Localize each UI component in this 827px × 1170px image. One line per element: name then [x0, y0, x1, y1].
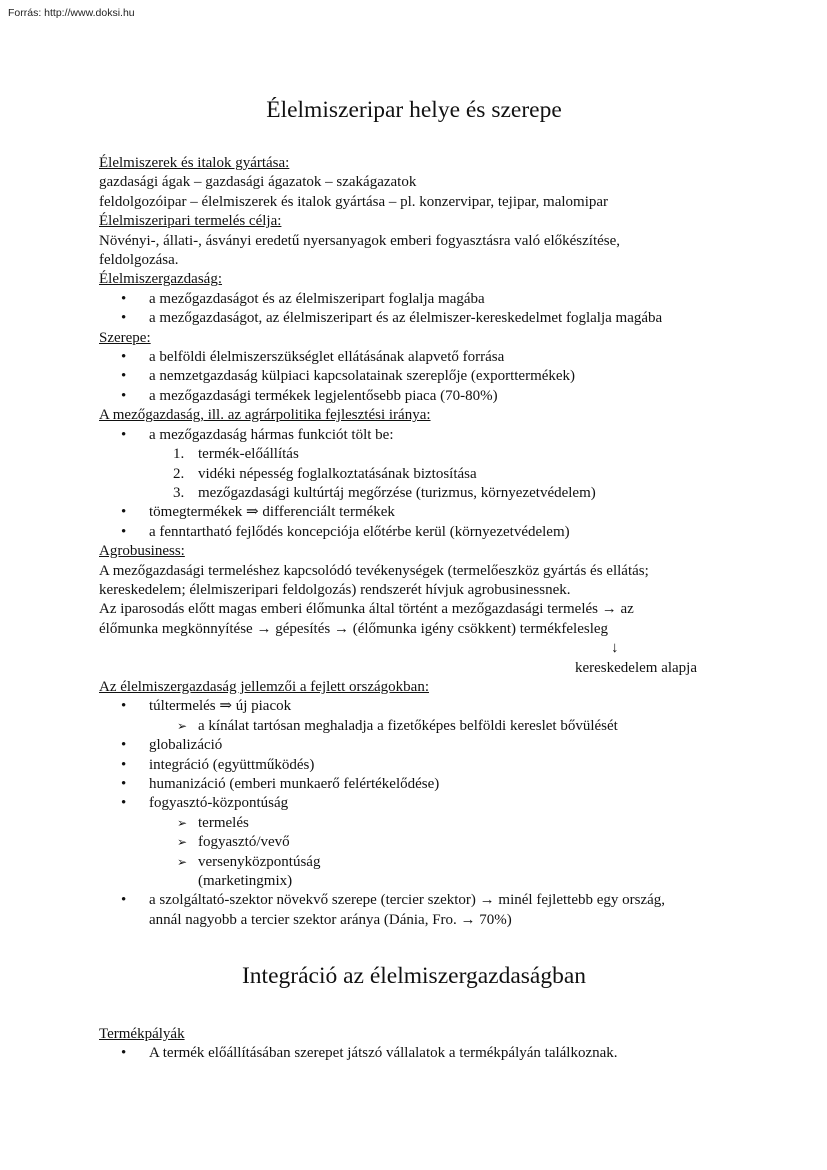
section-title: Integráció az élelmiszergazdaságban [241, 963, 587, 989]
item-number: 3. [173, 484, 185, 501]
sub-list-item: ➢ fogyasztó/vevő [99, 833, 739, 852]
section-heading-agrobusiness: Agrobusiness: [99, 543, 185, 560]
text-line: A mezőgazdasági termeléshez kapcsolódó tevékenységek (termelőeszköz gyártás és ellátás; [99, 562, 649, 579]
bullet-list [99, 697, 739, 930]
list-item: • integráció (együttműködés) [99, 756, 739, 775]
item-text: termék-előállítás [198, 446, 299, 463]
section-heading-characteristics: Az élelmiszergazdaság jellemzői a fejlett országokban: [99, 678, 429, 695]
bullet-list [99, 426, 739, 542]
text-line: Az iparosodás előtt magas emberi élőmunka által történt a mezőgazdasági termelés → az [99, 601, 634, 618]
item-line: a szolgáltató-szektor növekvő szerepe (tercier szektor) → minél fejlettebb egy ország, [149, 892, 666, 909]
body-block-2 [99, 1025, 739, 1064]
section-heading-food-economy: Élelmiszergazdaság: [99, 271, 223, 288]
list-item [99, 891, 739, 930]
list-item: • a nemzetgazdaság külpiaci kapcsolatainak szereplője (exporttermékek) [99, 367, 739, 386]
section-heading-production-goal: Élelmiszeripari termelés célja: [99, 213, 282, 230]
numbered-item [99, 484, 739, 503]
list-item: • tömegtermékek ⇒ differenciált termékek [99, 503, 739, 522]
text-line: feldolgozása. [99, 252, 179, 269]
bullet-list [99, 348, 739, 406]
sub-list-item: ➢ versenyközpontúság [99, 853, 739, 872]
list-item: • a mezőgazdasági termékek legjelentősebb piaca (70-80%) [99, 387, 739, 406]
sub-list-item: ➢ termelés [99, 814, 739, 833]
text-line: kereskedelem; élelmiszeripari feldolgozás) rendszerét hívjuk agrobusinessnek. [99, 581, 571, 598]
list-item: • A termék előállításában szerepet játszó vállalatok a termékpályán találkoznak. [99, 1044, 739, 1063]
list-item: • humanizáció (emberi munkaerő felértékelődése) [99, 775, 739, 794]
item-number: 1. [173, 446, 185, 463]
source-note: Forrás: http://www.doksi.hu [8, 7, 135, 19]
list-item: • globalizáció [99, 736, 739, 755]
section-heading-development: A mezőgazdaság, ill. az agrárpolitika fejlesztési iránya: [99, 407, 431, 424]
sub-list-item: ➢ a kínálat tartósan meghaladja a fizetőképes belföldi kereslet bővülését [99, 717, 739, 736]
list-item: • fogyasztó-központúság [99, 794, 739, 813]
item-text: mezőgazdasági kultúrtáj megőrzése (turizmus, környezetvédelem) [198, 484, 596, 501]
sub-list-item-continuation: (marketingmix) [198, 873, 293, 890]
list-item: • a fenntartható fejlődés koncepciója előtérbe kerül (környezetvédelem) [99, 523, 739, 542]
numbered-item [99, 445, 739, 464]
bullet-list [99, 290, 739, 329]
list-item: • a mezőgazdaságot és az élelmiszeripart foglalja magába [99, 290, 739, 309]
text-line: élőmunka megkönnyítése → gépesítés → (élőmunka igény csökkent) termékfelesleg [99, 620, 609, 637]
bullet-list [99, 1044, 739, 1063]
down-arrow-icon: ↓ [611, 640, 619, 657]
page-title: Élelmiszeripar helye és szerepe [266, 97, 562, 123]
list-item: • a belföldi élelmiszerszükséglet ellátásának alapvető forrása [99, 348, 739, 367]
list-item: • túltermelés ⇒ új piacok [99, 697, 739, 716]
list-item: • a mezőgazdaságot, az élelmiszeripart és az élelmiszer-kereskedelmet foglalja magába [99, 309, 739, 328]
numbered-item [99, 465, 739, 484]
body-block-1 [99, 154, 739, 930]
text-line: feldolgozóipar – élelmiszerek és italok gyártása – pl. konzervipar, tejipar, malomipar [99, 193, 609, 210]
list-item: • a mezőgazdaság hármas funkciót tölt be: [99, 426, 739, 445]
text-line: kereskedelem alapja [574, 659, 697, 676]
section-heading-product-paths: Termékpályák [99, 1026, 185, 1042]
text-line: gazdasági ágak – gazdasági ágazatok – szakágazatok [99, 174, 417, 191]
section-heading-role: Szerepe: [99, 329, 151, 346]
item-line: annál nagyobb a tercier szektor aránya (Dánia, Fro. → 70%) [149, 911, 512, 928]
item-number: 2. [173, 465, 185, 482]
text-line: Növényi-, állati-, ásványi eredetű nyersanyagok emberi fogyasztásra való előkészítése, [99, 232, 621, 249]
section-heading-food-production: Élelmiszerek és italok gyártása: [99, 155, 290, 171]
item-text: vidéki népesség foglalkoztatásának biztosítása [198, 465, 477, 482]
